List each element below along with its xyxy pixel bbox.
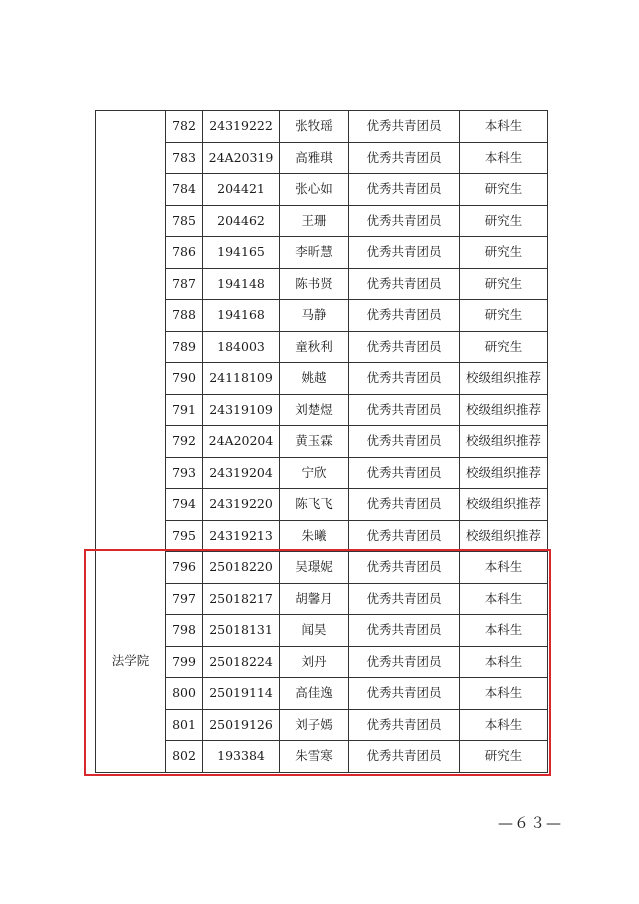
award-name: 优秀共青团员 [349,111,460,143]
student-type: 研究生 [460,268,548,300]
student-id: 24A20204 [203,426,280,458]
row-number: 800 [166,678,203,710]
student-id: 24319204 [203,457,280,489]
student-name: 高佳逸 [280,678,349,710]
award-name: 优秀共青团员 [349,237,460,269]
student-type: 研究生 [460,741,548,773]
student-name: 刘子嫣 [280,709,349,741]
student-id: 24319220 [203,489,280,521]
student-type: 本科生 [460,142,548,174]
row-number: 795 [166,520,203,552]
award-name: 优秀共青团员 [349,552,460,584]
student-type: 校级组织推荐 [460,363,548,395]
award-name: 优秀共青团员 [349,205,460,237]
row-number: 792 [166,426,203,458]
table-row [96,552,548,584]
student-type: 本科生 [460,709,548,741]
award-name: 优秀共青团员 [349,489,460,521]
row-number: 793 [166,457,203,489]
student-name: 高雅琪 [280,142,349,174]
student-type: 本科生 [460,111,548,143]
row-number: 797 [166,583,203,615]
award-name: 优秀共青团员 [349,174,460,206]
row-number: 796 [166,552,203,584]
award-name: 优秀共青团员 [349,300,460,332]
student-id: 24A20319 [203,142,280,174]
student-name: 黄玉霖 [280,426,349,458]
award-name: 优秀共青团员 [349,678,460,710]
honor-list-table [95,110,548,773]
college-cell-law: 法学院 [96,552,166,773]
student-name: 李昕慧 [280,237,349,269]
student-id: 194165 [203,237,280,269]
student-type: 研究生 [460,237,548,269]
award-name: 优秀共青团员 [349,741,460,773]
student-id: 204462 [203,205,280,237]
student-id: 25018217 [203,583,280,615]
award-name: 优秀共青团员 [349,457,460,489]
student-type: 本科生 [460,615,548,647]
student-name: 吴璟妮 [280,552,349,584]
row-number: 790 [166,363,203,395]
student-name: 马静 [280,300,349,332]
student-type: 校级组织推荐 [460,394,548,426]
student-name: 胡馨月 [280,583,349,615]
student-type: 本科生 [460,646,548,678]
student-id: 204421 [203,174,280,206]
row-number: 801 [166,709,203,741]
student-name: 姚越 [280,363,349,395]
row-number: 791 [166,394,203,426]
honor-list-table-wrap [95,110,547,773]
student-name: 朱雪寒 [280,741,349,773]
award-name: 优秀共青团员 [349,331,460,363]
student-type: 研究生 [460,331,548,363]
row-number: 785 [166,205,203,237]
row-number: 784 [166,174,203,206]
row-number: 783 [166,142,203,174]
row-number: 802 [166,741,203,773]
student-name: 张牧瑶 [280,111,349,143]
row-number: 788 [166,300,203,332]
student-name: 朱曦 [280,520,349,552]
student-id: 24118109 [203,363,280,395]
student-type: 研究生 [460,205,548,237]
award-name: 优秀共青团员 [349,268,460,300]
table-body [96,111,548,773]
student-id: 25018224 [203,646,280,678]
student-id: 24319222 [203,111,280,143]
student-type: 研究生 [460,300,548,332]
student-id: 184003 [203,331,280,363]
student-id: 25018220 [203,552,280,584]
award-name: 优秀共青团员 [349,394,460,426]
student-type: 本科生 [460,583,548,615]
student-name: 陈书贤 [280,268,349,300]
row-number: 794 [166,489,203,521]
row-number: 799 [166,646,203,678]
student-type: 校级组织推荐 [460,457,548,489]
student-id: 24319213 [203,520,280,552]
student-name: 刘楚煜 [280,394,349,426]
award-name: 优秀共青团员 [349,426,460,458]
student-name: 刘丹 [280,646,349,678]
award-name: 优秀共青团员 [349,709,460,741]
college-cell-previous [96,111,166,552]
student-name: 宁欣 [280,457,349,489]
student-name: 陈飞飞 [280,489,349,521]
student-type: 校级组织推荐 [460,426,548,458]
student-id: 194148 [203,268,280,300]
award-name: 优秀共青团员 [349,615,460,647]
award-name: 优秀共青团员 [349,363,460,395]
student-id: 25019126 [203,709,280,741]
student-name: 闻昊 [280,615,349,647]
student-type: 校级组织推荐 [460,520,548,552]
student-type: 研究生 [460,174,548,206]
student-name: 童秋利 [280,331,349,363]
award-name: 优秀共青团员 [349,142,460,174]
student-id: 25019114 [203,678,280,710]
table-row [96,111,548,143]
student-type: 本科生 [460,552,548,584]
page-number: —６３— [498,814,563,832]
student-id: 25018131 [203,615,280,647]
student-name: 王珊 [280,205,349,237]
student-id: 194168 [203,300,280,332]
row-number: 786 [166,237,203,269]
student-name: 张心如 [280,174,349,206]
student-id: 24319109 [203,394,280,426]
student-type: 校级组织推荐 [460,489,548,521]
award-name: 优秀共青团员 [349,520,460,552]
row-number: 787 [166,268,203,300]
award-name: 优秀共青团员 [349,583,460,615]
student-type: 本科生 [460,678,548,710]
row-number: 789 [166,331,203,363]
row-number: 798 [166,615,203,647]
row-number: 782 [166,111,203,143]
award-name: 优秀共青团员 [349,646,460,678]
student-id: 193384 [203,741,280,773]
